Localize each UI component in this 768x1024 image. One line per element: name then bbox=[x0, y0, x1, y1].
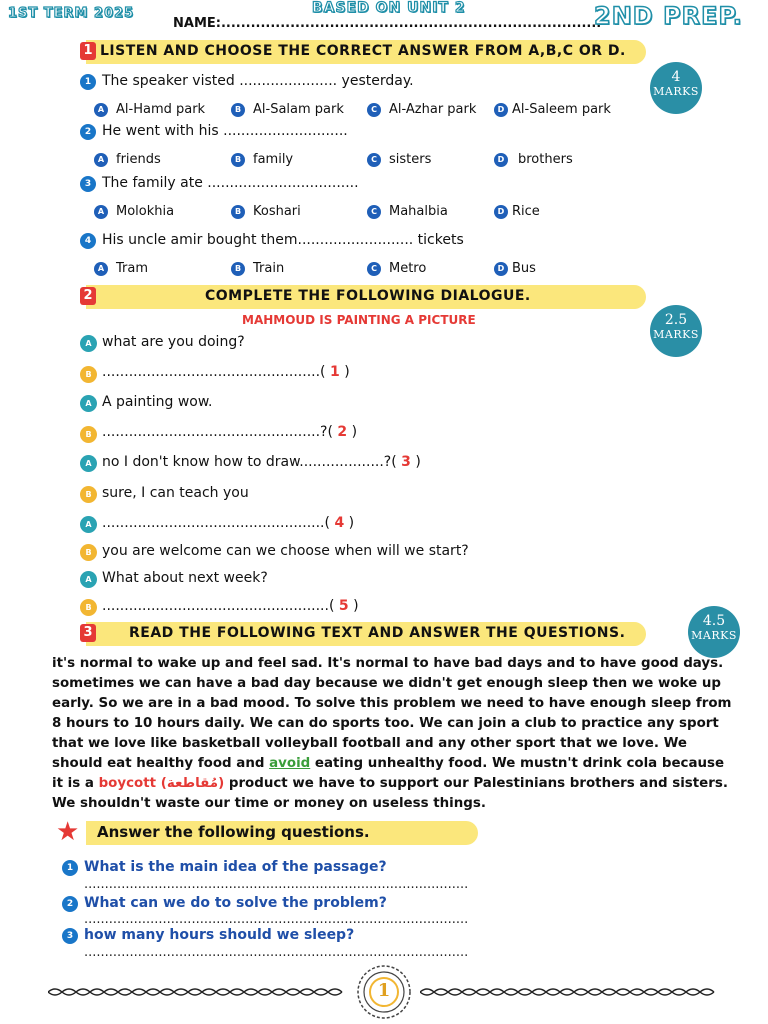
option-letter: B bbox=[231, 262, 245, 276]
marks-value: 4.5 bbox=[702, 613, 726, 629]
unit-label: BASED ON UNIT 2 bbox=[312, 0, 466, 16]
dialogue-line: What about next week? bbox=[102, 570, 268, 586]
dialogue-subtitle: MAHMOUD IS PAINTING A PICTURE bbox=[242, 313, 476, 327]
question-text: The family ate .................................. bbox=[102, 175, 359, 191]
section2-marks-badge bbox=[650, 305, 702, 357]
option-a[interactable]: Molokhia bbox=[116, 204, 175, 219]
page-number: 1 bbox=[377, 980, 391, 1001]
speaker-a-badge: A bbox=[80, 335, 97, 352]
option-a[interactable]: Al-Hamd park bbox=[116, 102, 206, 117]
option-letter: A bbox=[94, 262, 108, 276]
dialogue-line: sure, I can teach you bbox=[102, 485, 249, 501]
dialogue-blank-line[interactable] bbox=[102, 424, 357, 440]
option-letter: C bbox=[367, 103, 381, 117]
dialogue-blank-line[interactable] bbox=[102, 598, 359, 614]
highlight-avoid: avoid bbox=[269, 756, 311, 771]
option-letter: A bbox=[94, 205, 108, 219]
option-letter: B bbox=[231, 153, 245, 167]
blank-close: ) bbox=[351, 424, 358, 440]
speaker-a-badge: A bbox=[80, 455, 97, 472]
marks-value: 2.5 bbox=[664, 312, 688, 328]
question-number: 2 bbox=[80, 124, 96, 140]
blank-dots: .................................................?( bbox=[102, 424, 333, 440]
marks-label: MARKS bbox=[653, 328, 699, 341]
marks-label: MARKS bbox=[691, 629, 737, 642]
option-c[interactable]: Metro bbox=[389, 261, 427, 276]
blank-number: 2 bbox=[337, 424, 348, 440]
section1-title: LISTEN AND CHOOSE THE CORRECT ANSWER FROM A,B,C OR D. bbox=[100, 43, 626, 59]
answer-line[interactable]: ............................................................................................. bbox=[84, 912, 469, 927]
speaker-b-badge: B bbox=[80, 426, 97, 443]
passage-text: it's normal to wake up and feel sad. It's normal to have bad days and to have good days. sometimes we can have a bad day because we didn't get enough sleep then we woke up early. So we are in a bad mood. To solve this problem we need to have enough sleep from 8 hours to 10 hours daily. We can do sports too. We can join a club to practice any sport that we love like basketball volleyball football and any other sport that we love. We should eat healthy food and bbox=[52, 656, 732, 771]
speaker-a-badge: A bbox=[80, 395, 97, 412]
dialogue-line: what are you doing? bbox=[102, 334, 245, 350]
left-ornament-icon bbox=[48, 986, 348, 998]
option-c[interactable]: Al-Azhar park bbox=[389, 102, 477, 117]
question-text: His uncle amir bought them.......................... tickets bbox=[102, 232, 464, 248]
option-letter: A bbox=[94, 153, 108, 167]
option-c[interactable]: sisters bbox=[389, 152, 432, 167]
speaker-a-badge: A bbox=[80, 516, 97, 533]
star-icon: ★ bbox=[56, 817, 80, 847]
marks-value: 4 bbox=[671, 69, 681, 85]
section1-marks-badge bbox=[650, 62, 702, 114]
question-text: He went with his ............................ bbox=[102, 123, 348, 139]
blank-dots: .................................................( bbox=[102, 364, 326, 380]
option-c[interactable]: Mahalbia bbox=[389, 204, 448, 219]
blank-dots: ..................................................( bbox=[102, 515, 330, 531]
comprehension-question: What is the main idea of the passage? bbox=[84, 859, 387, 875]
term-label: 1ST TERM 2025 bbox=[8, 6, 135, 21]
passage-text: eating unhealthy food. We mustn't drink cola because it is a bbox=[52, 756, 725, 791]
blank-number: 5 bbox=[338, 598, 349, 614]
speaker-b-badge: B bbox=[80, 486, 97, 503]
question-number: 2 bbox=[62, 896, 78, 912]
blank-dots: no I don't know how to draw...................?( bbox=[102, 454, 397, 470]
right-ornament-icon bbox=[420, 986, 720, 998]
blank-number: 1 bbox=[329, 364, 340, 380]
question-number: 3 bbox=[62, 928, 78, 944]
section3-marks-badge bbox=[688, 606, 740, 658]
question-number: 1 bbox=[62, 860, 78, 876]
option-d[interactable]: Bus bbox=[512, 261, 536, 276]
speaker-b-badge: B bbox=[80, 599, 97, 616]
speaker-a-badge: A bbox=[80, 571, 97, 588]
comprehension-question: What can we do to solve the problem? bbox=[84, 895, 387, 911]
section2-title: COMPLETE THE FOLLOWING DIALOGUE. bbox=[205, 288, 531, 304]
blank-number: 4 bbox=[334, 515, 345, 531]
section3-number: 3 bbox=[80, 624, 96, 642]
option-letter: D bbox=[494, 262, 508, 276]
blank-dots: ...................................................( bbox=[102, 598, 335, 614]
option-a[interactable]: Tram bbox=[116, 261, 149, 276]
option-b[interactable]: family bbox=[253, 152, 294, 167]
option-letter: A bbox=[94, 103, 108, 117]
option-letter: C bbox=[367, 262, 381, 276]
blank-close: ) bbox=[348, 515, 355, 531]
blank-close: ) bbox=[344, 364, 350, 380]
option-b[interactable]: Al-Salam park bbox=[253, 102, 344, 117]
speaker-b-badge: B bbox=[80, 544, 97, 561]
option-letter: C bbox=[367, 153, 381, 167]
comprehension-question: how many hours should we sleep? bbox=[84, 927, 355, 943]
question-number: 3 bbox=[80, 176, 96, 192]
option-letter: D bbox=[494, 103, 508, 117]
reading-passage bbox=[52, 654, 732, 814]
answer-line[interactable]: ............................................................................................. bbox=[84, 945, 469, 960]
option-b[interactable]: Koshari bbox=[253, 204, 301, 219]
blank-close: ) bbox=[415, 454, 421, 470]
name-field[interactable]: NAME:............................................................................. bbox=[173, 16, 602, 31]
option-letter: B bbox=[231, 103, 245, 117]
option-letter: D bbox=[494, 153, 508, 167]
question-text: The speaker visted ...................... yesterday. bbox=[102, 73, 414, 89]
option-letter: B bbox=[231, 205, 245, 219]
option-letter: D bbox=[494, 205, 508, 219]
highlight-boycott: boycott (مُقاطعة) bbox=[98, 776, 225, 791]
question-number: 1 bbox=[80, 74, 96, 90]
speaker-b-badge: B bbox=[80, 366, 97, 383]
option-a[interactable]: friends bbox=[116, 152, 161, 167]
dialogue-line: A painting wow. bbox=[102, 394, 213, 410]
option-d[interactable]: Rice bbox=[512, 204, 540, 219]
blank-number: 3 bbox=[401, 454, 411, 470]
dialogue-blank-line[interactable] bbox=[102, 454, 421, 470]
answer-line[interactable]: ............................................................................................. bbox=[84, 877, 469, 892]
dialogue-line: you are welcome can we choose when will we start? bbox=[102, 543, 469, 559]
marks-label: MARKS bbox=[653, 85, 699, 98]
blank-close: ) bbox=[353, 598, 359, 614]
option-letter: C bbox=[367, 205, 381, 219]
answer-title: Answer the following questions. bbox=[97, 823, 370, 841]
passage-text: product we have to support our Palestinians brothers and sisters. We shouldn't waste our time or money on useless things. bbox=[52, 776, 728, 811]
dialogue-blank-line[interactable] bbox=[102, 515, 354, 531]
dialogue-blank-line[interactable] bbox=[102, 364, 350, 380]
option-d[interactable]: brothers bbox=[518, 152, 573, 167]
grade-label: 2ND PREP. bbox=[594, 2, 743, 30]
question-number: 4 bbox=[80, 233, 96, 249]
section1-number: 1 bbox=[80, 42, 96, 60]
option-d[interactable]: Al-Saleem park bbox=[512, 102, 611, 117]
option-b[interactable]: Train bbox=[253, 261, 285, 276]
section2-number: 2 bbox=[80, 287, 96, 305]
section3-title: READ THE FOLLOWING TEXT AND ANSWER THE QUESTIONS. bbox=[129, 625, 626, 641]
